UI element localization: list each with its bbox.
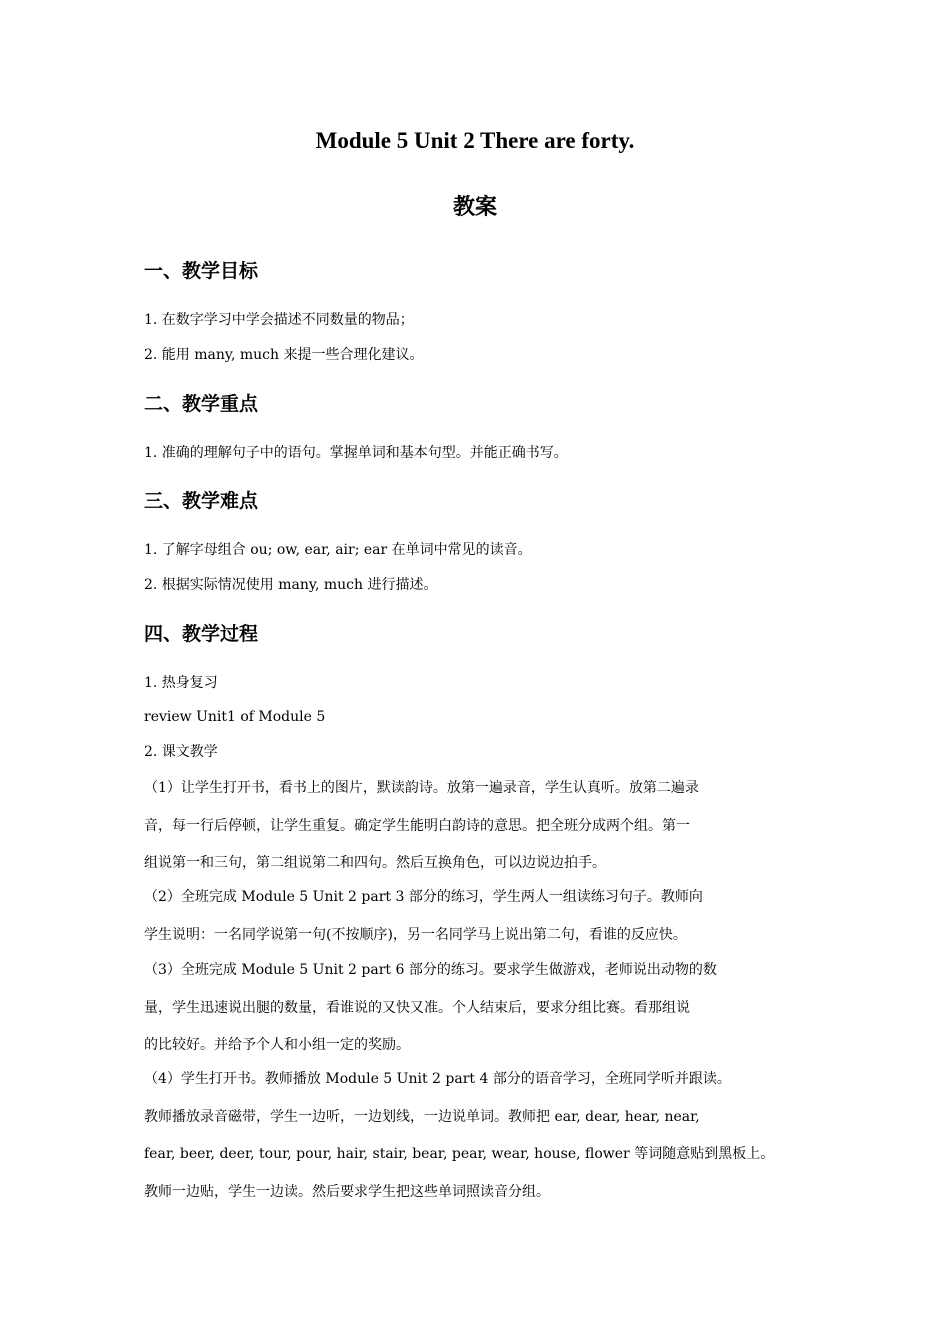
process-line: 1. 热身复习 bbox=[144, 675, 218, 691]
process-line: 学生说明：一名同学说第一句(不按顺序)，另一名同学马上说出第二句，看谁的反应快。 bbox=[144, 927, 687, 943]
process-line: review Unit1 of Module 5 bbox=[144, 709, 326, 725]
objective-item: 1. 在数字学习中学会描述不同数量的物品； bbox=[144, 312, 414, 328]
process-line: （1）让学生打开书，看书上的图片，默读韵诗。放第一遍录音，学生认真听。放第二遍录 bbox=[144, 780, 699, 796]
difficulty-item: 2. 根据实际情况使用 many, much 进行描述。 bbox=[144, 577, 438, 593]
process-line: 组说第一和三句，第二组说第二和四句。然后互换角色，可以边说边拍手。 bbox=[144, 855, 606, 871]
section-heading-difficulties: 三、教学难点 bbox=[144, 490, 259, 512]
document-subtitle: 教案 bbox=[452, 195, 497, 220]
section-heading-key-points: 二、教学重点 bbox=[144, 393, 259, 415]
process-line: fear, beer, deer, tour, pour, hair, stair, bear, pear, wear, house, flower 等词随意贴到黑板上。 bbox=[144, 1146, 775, 1162]
key-point-item: 1. 准确的理解句子中的语句。掌握单词和基本句型。并能正确书写。 bbox=[144, 445, 568, 461]
document-title: Module 5 Unit 2 There are forty. bbox=[315, 128, 635, 153]
process-line: 量，学生迅速说出腿的数量，看谁说的又快又准。个人结束后，要求分组比赛。看那组说 bbox=[144, 1000, 690, 1016]
process-line: （3）全班完成 Module 5 Unit 2 part 6 部分的练习。要求学生做游戏，老师说出动物的数 bbox=[144, 962, 717, 978]
process-line: （2）全班完成 Module 5 Unit 2 part 3 部分的练习，学生两人一组读练习句子。教师向 bbox=[144, 889, 703, 905]
section-heading-objectives: 一、教学目标 bbox=[144, 260, 259, 282]
process-line: 2. 课文教学 bbox=[144, 744, 218, 760]
process-line: （4）学生打开书。教师播放 Module 5 Unit 2 part 4 部分的语音学习，全班同学听并跟读。 bbox=[144, 1071, 731, 1087]
difficulty-item: 1. 了解字母组合 ou; ow, ear, air; ear 在单词中常见的读音。 bbox=[144, 542, 532, 558]
process-line: 的比较好。并给予个人和小组一定的奖励。 bbox=[144, 1037, 410, 1053]
process-line: 教师一边贴，学生一边读。然后要求学生把这些单词照读音分组。 bbox=[144, 1184, 550, 1200]
process-line: 教师播放录音磁带，学生一边听，一边划线，一边说单词。教师把 ear, dear, hear, near, bbox=[144, 1109, 700, 1125]
section-heading-process: 四、教学过程 bbox=[144, 623, 259, 645]
process-line: 音，每一行后停顿，让学生重复。确定学生能明白韵诗的意思。把全班分成两个组。第一 bbox=[144, 818, 690, 834]
objective-item: 2. 能用 many, much 来提一些合理化建议。 bbox=[144, 347, 424, 363]
